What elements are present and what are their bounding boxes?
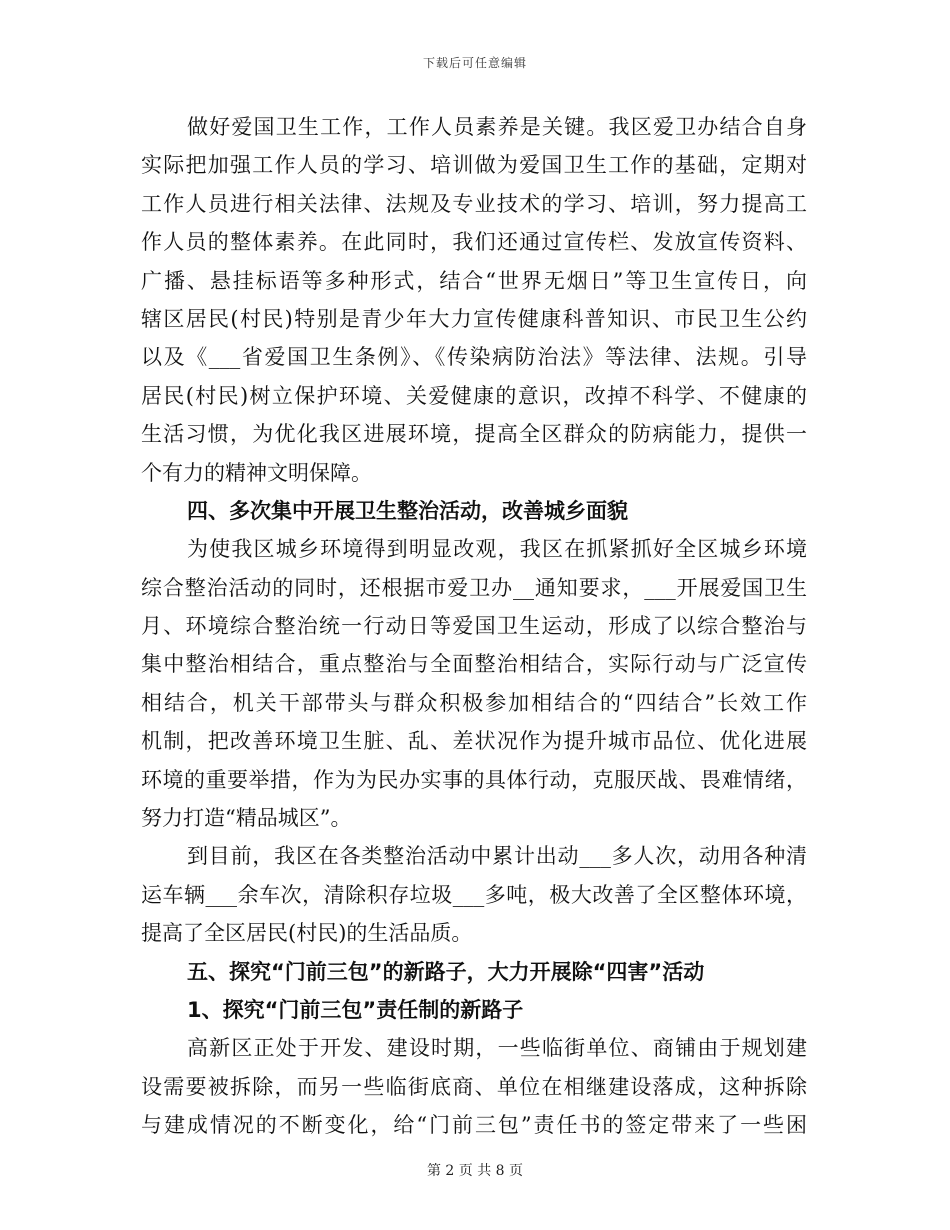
paragraph-line: 到目前，我区在各类整治活动中累计出动___多人次，动用各种清 — [187, 844, 807, 869]
paragraph-line: 工作人员进行相关法律、法规及专业技术的学习、培训，努力提高工 — [141, 191, 807, 216]
paragraph-line: 个有力的精神文明保障。 — [141, 460, 372, 485]
page-header-note: 下载后可任意编辑 — [422, 56, 527, 70]
paragraph-line: 集中整治相结合，重点整治与全面整治相结合，实际行动与广泛宣传 — [141, 652, 807, 677]
subsection-heading-1: 1、探究“门前三包”责任制的新路子 — [187, 997, 524, 1022]
paragraph-line: 设需要被拆除，而另一些临街底商、单位在相继建设落成，这种拆除 — [141, 1074, 807, 1099]
paragraph-line: 综合整治活动的同时，还根据市爱卫办__通知要求，___开展爱国卫生 — [141, 575, 807, 600]
paragraph-line: 相结合，机关干部带头与群众积极参加相结合的“四结合”长效工作 — [141, 690, 807, 715]
paragraph-line: 月、环境综合整治统一行动日等爱国卫生运动，形成了以综合整治与 — [141, 614, 807, 639]
paragraph-line: 广播、悬挂标语等多种形式，结合“世界无烟日”等卫生宣传日，向 — [141, 268, 807, 293]
section-heading-5: 五、探究“门前三包”的新路子，大力开展除“四害”活动 — [187, 959, 705, 984]
paragraph-line: 提高了全区居民(村民)的生活品质。 — [141, 921, 473, 946]
paragraph-line: 环境的重要举措，作为为民办实事的具体行动，克服厌战、畏难情绪， — [141, 767, 807, 792]
paragraph-line: 作人员的整体素养。在此同时，我们还通过宣传栏、发放宣传资料、 — [141, 230, 807, 255]
paragraph-line: 为使我区城乡环境得到明显改观，我区在抓紧抓好全区城乡环境 — [187, 537, 807, 562]
paragraph-line: 辖区居民(村民)特别是青少年大力宣传健康科普知识、市民卫生公约 — [141, 306, 807, 331]
paragraph-line: 做好爱国卫生工作，工作人员素养是关键。我区爱卫办结合自身 — [187, 115, 807, 139]
paragraph-line: 机制，把改善环境卫生脏、乱、差状况作为提升城市品位、优化进展 — [141, 729, 807, 754]
paragraph-line: 以及《___省爱国卫生条例》、《传染病防治法》等法律、法规。引导 — [141, 345, 807, 370]
paragraph-line: 居民(村民)树立保护环境、关爱健康的意识，改掉不科学、不健康的 — [141, 383, 807, 408]
page-number: 第 2 页 共 8 页 — [426, 1163, 524, 1179]
paragraph-line: 努力打造“精品城区”。 — [141, 806, 352, 831]
paragraph-line: 运车辆___余车次，清除积存垃圾___多吨，极大改善了全区整体环境， — [141, 882, 807, 907]
paragraph-line: 高新区正处于开发、建设时期，一些临街单位、商铺由于规划建 — [187, 1036, 807, 1061]
paragraph-line: 与建成情况的不断变化，给“门前三包”责任书的签定带来了一些困 — [141, 1113, 807, 1138]
paragraph-line: 实际把加强工作人员的学习、培训做为爱国卫生工作的基础，定期对 — [141, 153, 807, 178]
paragraph-line: 生活习惯，为优化我区进展环境，提高全区群众的防病能力，提供一 — [141, 422, 807, 447]
section-heading-4: 四、多次集中开展卫生整治活动，改善城乡面貌 — [187, 498, 628, 523]
document-body — [141, 108, 807, 1145]
